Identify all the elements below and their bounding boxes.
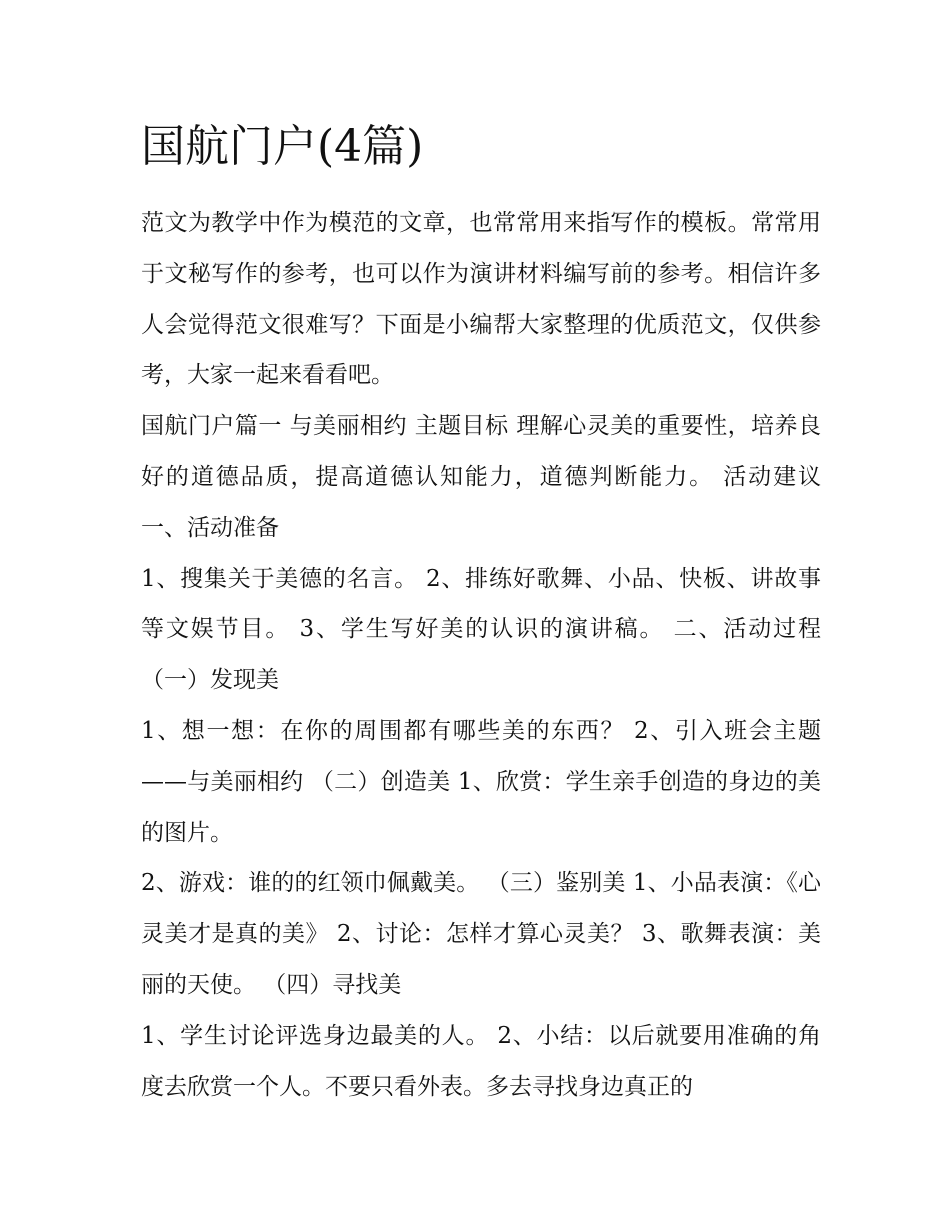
- document-title: 国航门户(4篇): [141, 121, 424, 172]
- paragraph-identify-beauty: 2、游戏：谁的的红领巾佩戴美。 （三）鉴别美 1、小品表演：《心灵美才是真的美》 2、讨论：怎样才算心灵美？ 3、歌舞表演：美丽的天使。 （四）寻找美: [141, 870, 821, 998]
- document-body: [141, 118, 821, 1112]
- intro-paragraph: 范文为教学中作为模范的文章，也常常用来指写作的模板。常常用于文秘写作的参考，也可以作为演讲材料编写前的参考。相信许多人会觉得范文很难写？下面是小编帮大家整理的优质范文，仅供参考，大家一起来看看吧。: [141, 210, 821, 389]
- paragraph-discover-create: 1、想一想：在你的周围都有哪些美的东西？ 2、引入班会主题——与美丽相约 （二）创造美 1、欣赏：学生亲手创造的身边的美的图片。: [141, 717, 821, 846]
- paragraph-article-one-theme: 国航门户篇一 与美丽相约 主题目标 理解心灵美的重要性，培养良好的道德品质，提高道德认知能力，道德判断能力。 活动建议 一、活动准备: [141, 413, 821, 541]
- paragraph-find-beauty: 1、学生讨论评选身边最美的人。 2、小结：以后就要用准确的角度去欣赏一个人。不要只看外表。多去寻找身边真正的: [141, 1022, 821, 1100]
- paragraph-preparation: 1、搜集关于美德的名言。 2、排练好歌舞、小品、快板、讲故事等文娱节目。 3、学生写好美的认识的演讲稿。 二、活动过程 （一）发现美: [141, 565, 821, 694]
